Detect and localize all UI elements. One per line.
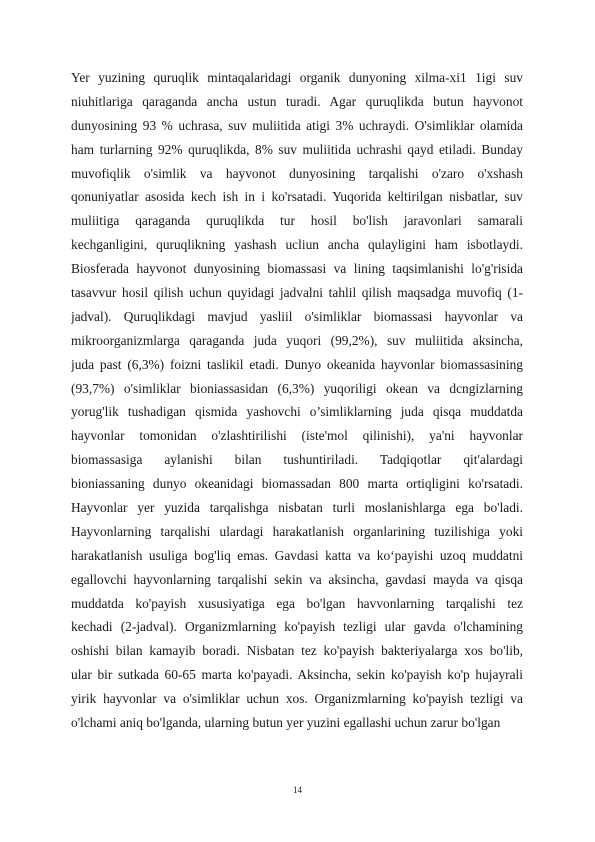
text-line: niuhitlariga qaraganda ancha ustun turadi. Agar quruqlikda butun hayvonot [71,93,523,109]
text-line: (93,7%) o'simliklar bioniassasidan (6,3%) yuqoriligi okean va dcngizlarning [71,380,523,396]
text-line: biomassasiga aylanishi bilan tushuntiriladi. Tadqiqotlar qit'alardagi [71,452,523,468]
text-line: ular bir sutkada 60-65 marta ko'payadi. Aksincha, sekin ko'payish ko'p hujayrali [71,667,523,683]
text-line: yorug'lik tushadigan qismida yashovchi o’simliklarning juda qisqa muddatda [71,404,523,420]
text-line: muliitiga qaraganda quruqlikda tur hosil bo'lish jaravonlari samarali [71,213,523,229]
text-line: Hayvonlarning tarqalishi ulardagi harakatlanish organlarining tuzilishiga yoki [71,523,523,539]
text-line: muddatda ko'payish xususiyatiga ega bo'lgan havvonlarning tarqalishi tez [71,595,523,611]
text-line: dunyosining 93 % uchrasa, suv muliitida atigi 3% uchraydi. O'simliklar olamida [71,117,523,133]
text-line: oshishi bilan kamayib boradi. Nisbatan tez ko'payish bakteriyalarga xos bo'lib, [71,643,523,659]
text-line: hayvonlar tomonidan o'zlashtirilishi (iste'mol qilinishi), ya'ni hayvonlar [71,428,523,444]
text-line: muvofiqlik o'simlik va hayvonot dunyosining tarqalishi o'zaro o'xshash [71,165,523,181]
text-line: egallovchi hayvonlarning tarqalishi sekin va aksincha, gavdasi mayda va qisqa [71,571,523,587]
text-line: o'lchami aniq bo'lganda, ularning butun yer yuzini egallashi uchun zarur bo'lgan [71,715,501,731]
text-line: Yer yuzining quruqlik mintaqalaridagi organik dunyoning xilma-xi1 1igi suv [71,70,523,85]
text-line: yirik hayvonlar va o'simliklar uchun xos. Organizmlarning ko'payish tezligi va [71,691,523,707]
text-line: bioniassaning dunyo okeanidagi biomassadan 800 marta ortiqligini ko'rsatadi. [71,476,523,492]
text-line: juda past (6,3%) foizni taslikil etadi. Dunyo okeanida hayvonlar biomassasining [71,356,523,372]
text-line: Hayvonlar yer yuzida tarqalishga nisbatan turli moslanishlarga ega bo'ladi. [71,500,523,516]
text-line: tasavvur hosil qilish uchun quyidagi jadvalni tahlil qilish maqsadga muvofiq (1- [71,285,523,301]
page-number: 14 [293,785,302,795]
text-line: kechadi (2-jadval). Organizmlarning ko'payish tezligi ular gavda o'lchamining [71,619,523,635]
text-line: mikroorganizmlarga qaraganda juda yuqori (99,2%), suv muliitida aksincha, [71,332,523,348]
text-line: jadval). Quruqlikdagi mavjud yasliil o'simliklar biomassasi hayvonlar va [71,308,523,324]
text-line: qonuniyatlar asosida kech ish in i ko'rsatadi. Yuqorida keltirilgan nisbatlar, suv [71,189,523,205]
body-text [71,66,523,735]
text-line: Biosferada hayvonot dunyosining biomassasi va lining taqsimlanishi lo'g'risida [71,261,523,277]
text-line: ham turlarning 92% quruqlikda, 8% suv muliitida uchrashi qayd etiladi. Bunday [71,141,523,157]
text-line: harakatlanish usuliga bog'liq emas. Gavdasi katta va ko‘payishi uzoq muddatni [71,547,523,563]
text-line: kechganligini, quruqlikning yashash ucliun ancha qulayligini ham isbotlaydi. [71,237,523,253]
